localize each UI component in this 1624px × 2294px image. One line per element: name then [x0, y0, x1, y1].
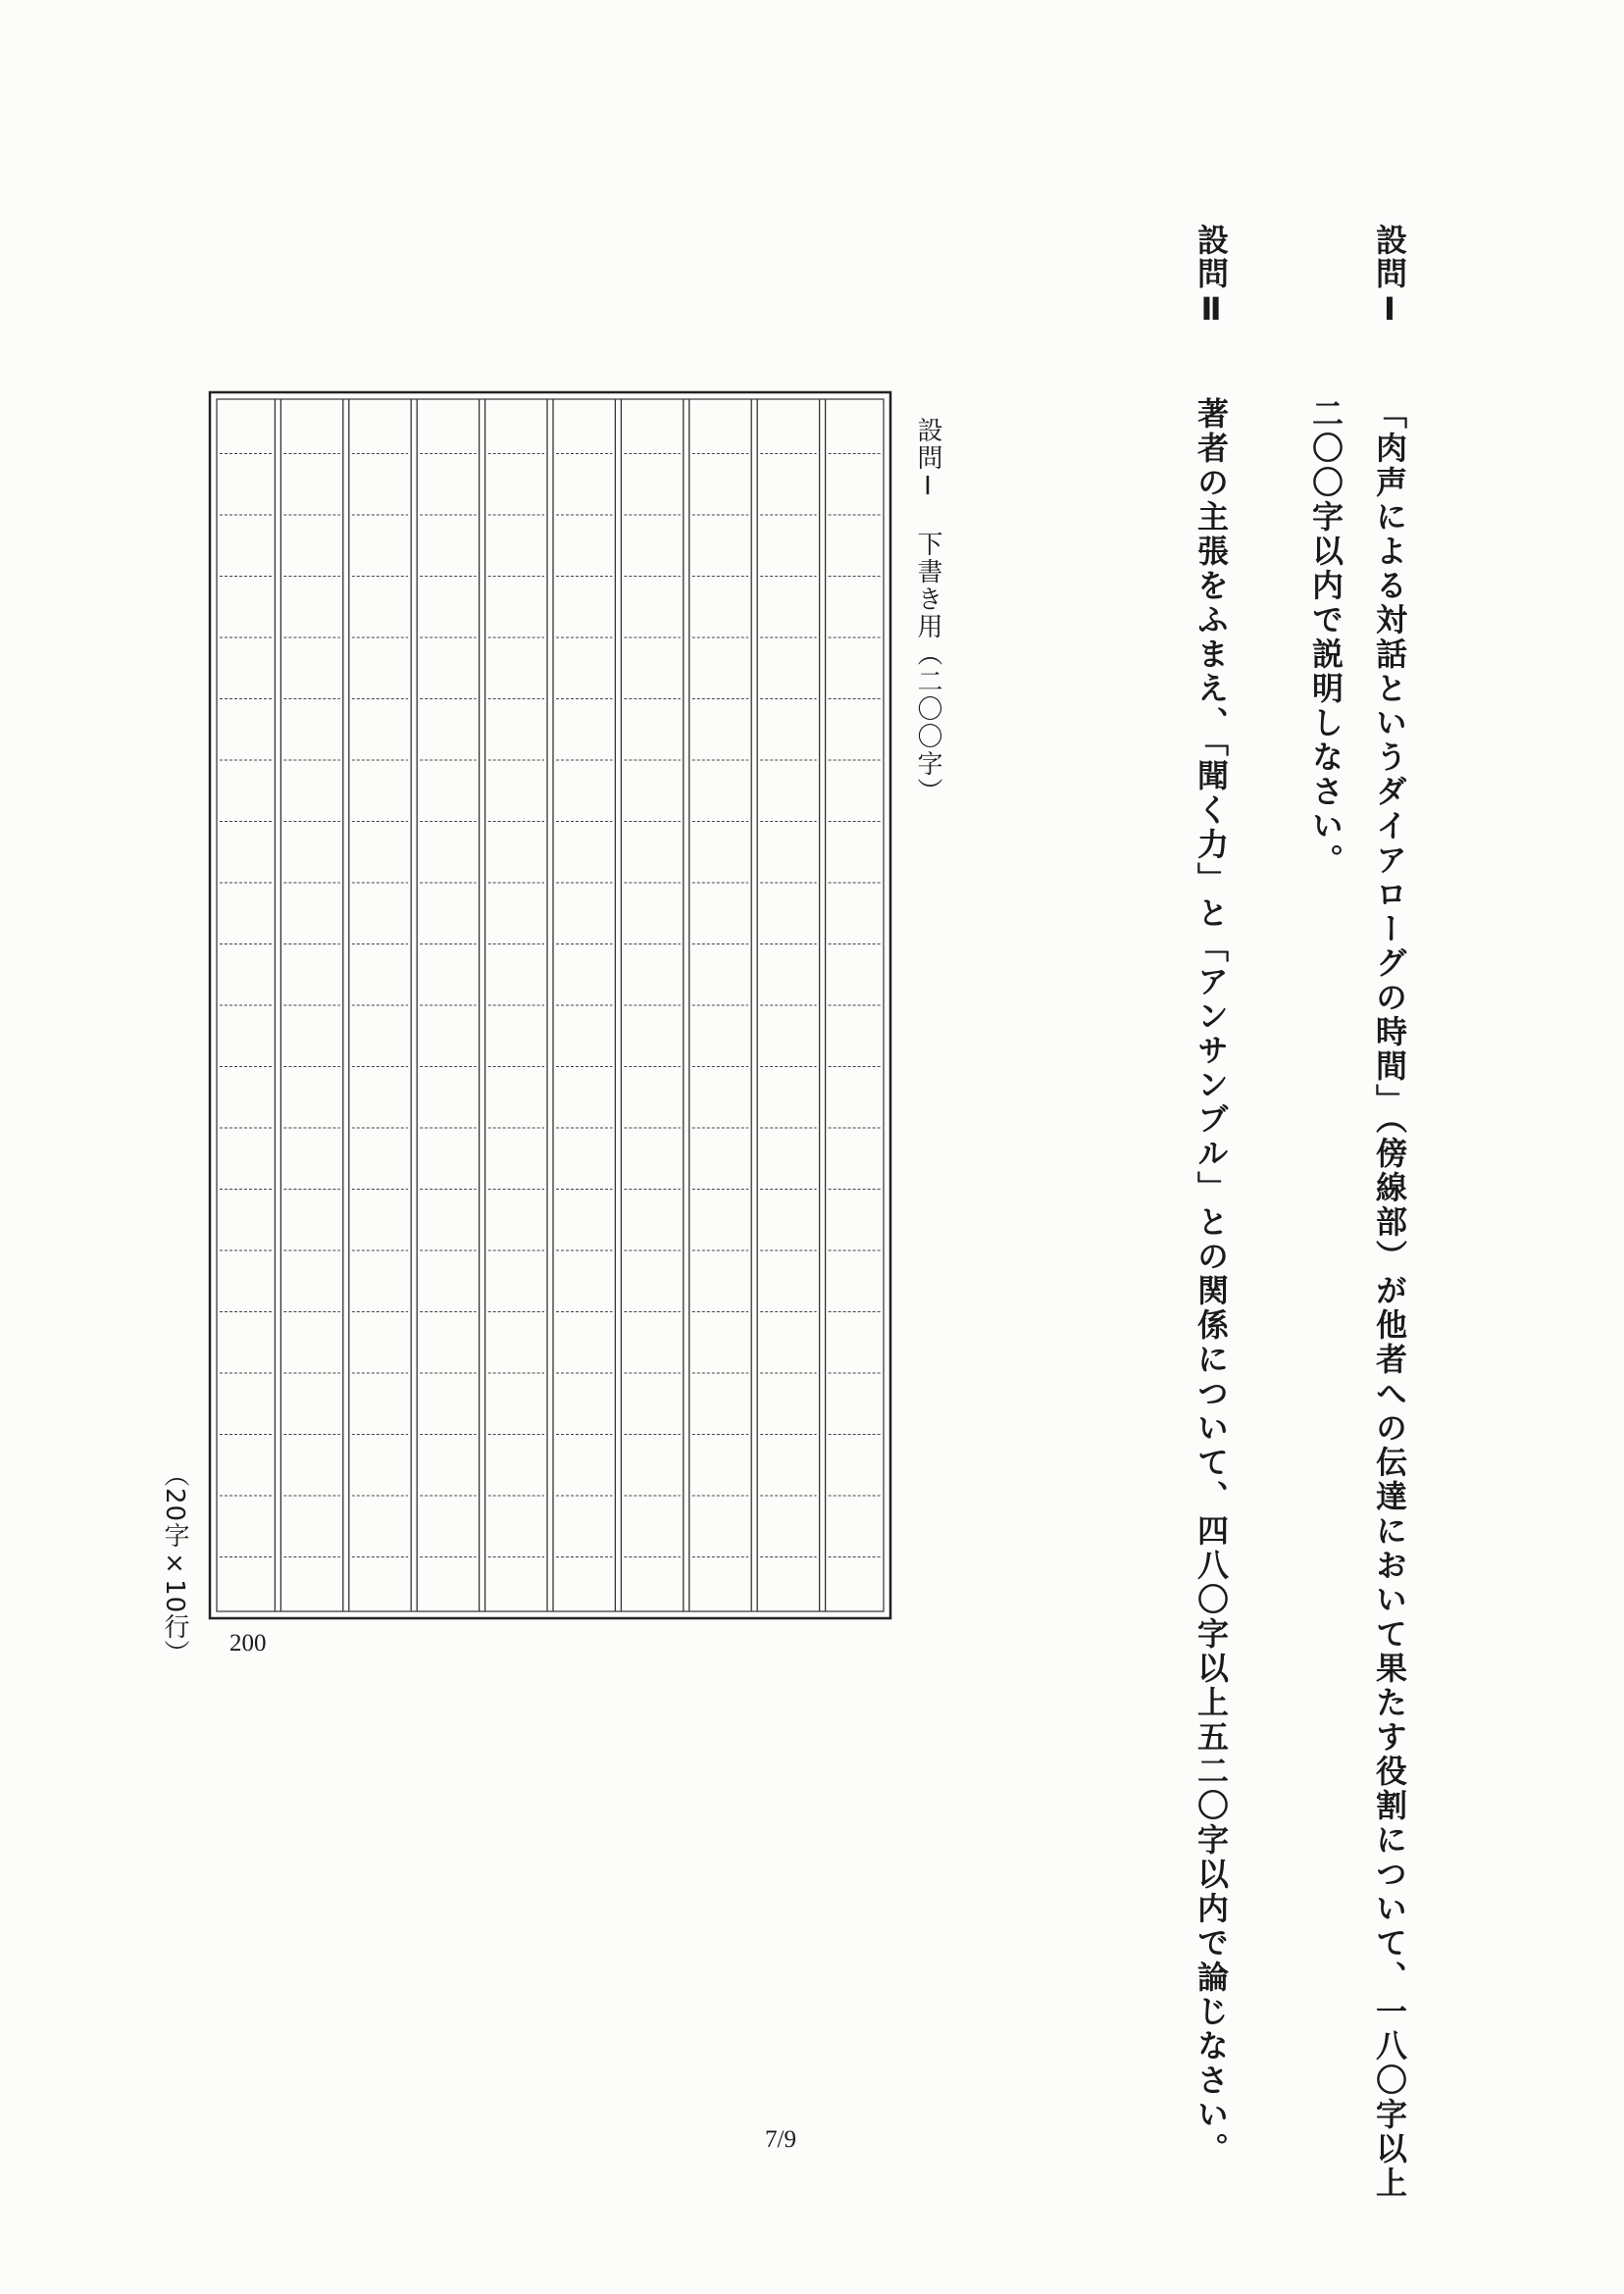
character-count-marker: 200 [229, 1630, 267, 1657]
question1-text-line2: 二〇〇字以内で説明しなさい。 [1307, 397, 1345, 878]
grid-inner-border [217, 399, 884, 1611]
page-number: 7/9 [765, 2126, 796, 2153]
question2-text: 著者の主張をふまえ、「聞く力」と「アンサンブル」との関係について、四八〇字以上五二〇字以内で論じなさい。 [1193, 397, 1230, 2167]
question1-label: 設問Ⅰ [1371, 224, 1408, 330]
question1-text-line1: 「肉声による対話というダイアローグの時間」（傍線部）が他者への伝達において果たす役割について、一八〇字以上 [1371, 397, 1408, 2201]
question2-label: 設問Ⅱ [1193, 224, 1230, 330]
draft-sheet-label: 設問Ⅰ 下書き用（二〇〇字） [913, 417, 942, 805]
grid-size-note: （20字×10行） [160, 1461, 189, 1667]
grid-outer-border [210, 392, 890, 1618]
